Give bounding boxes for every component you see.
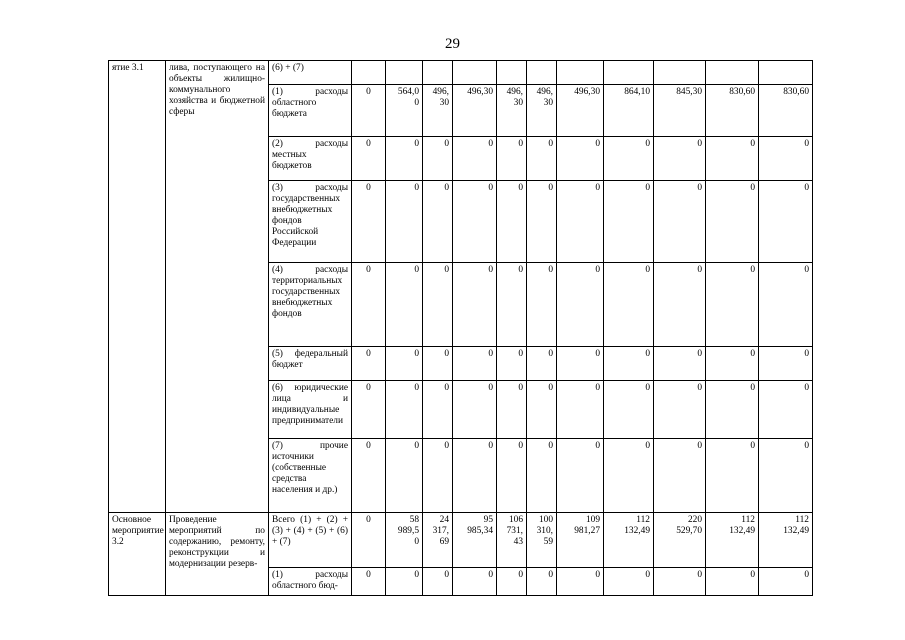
value-cell: 0: [386, 381, 423, 439]
value-cell: 0: [706, 137, 759, 181]
value-cell: 0: [654, 439, 706, 513]
value-cell: 0: [527, 263, 557, 347]
funding-source-cell: Всего (1) + (2) + (3) + (4) + (5) + (6) + (7): [269, 513, 352, 568]
value-cell: 0: [557, 263, 604, 347]
value-cell: 0: [386, 439, 423, 513]
value-cell: 95 985,34: [453, 513, 497, 568]
value-cell: 0: [352, 347, 386, 381]
value-cell: 0: [759, 181, 813, 263]
value-cell: 0: [423, 568, 453, 596]
value-cell: [453, 61, 497, 85]
value-cell: 0: [527, 381, 557, 439]
value-cell: 112 132,49: [759, 513, 813, 568]
value-cell: 0: [423, 381, 453, 439]
value-cell: 109 981,27: [557, 513, 604, 568]
value-cell: 0: [497, 263, 527, 347]
value-cell: 0: [352, 568, 386, 596]
value-cell: 0: [497, 439, 527, 513]
value-cell: 0: [706, 568, 759, 596]
value-cell: 0: [604, 381, 654, 439]
activity-number-cell: ятие 3.1: [109, 61, 166, 513]
value-cell: [352, 61, 386, 85]
value-cell: 0: [453, 181, 497, 263]
activity-number-cell: Основное мероприятие 3.2: [109, 513, 166, 596]
funding-source-cell: (1) расходы областного бюд-: [269, 568, 352, 596]
value-cell: 0: [386, 568, 423, 596]
value-cell: [423, 61, 453, 85]
funding-source-cell: (7) прочие источники (собственные средства населения и др.): [269, 439, 352, 513]
value-cell: 496, 30: [527, 85, 557, 137]
value-cell: 0: [654, 568, 706, 596]
value-cell: 0: [654, 263, 706, 347]
value-cell: 496,30: [453, 85, 497, 137]
value-cell: 0: [604, 137, 654, 181]
funding-source-cell: (6) + (7): [269, 61, 352, 85]
value-cell: 0: [352, 513, 386, 568]
value-cell: [654, 61, 706, 85]
value-cell: [386, 61, 423, 85]
value-cell: 0: [706, 439, 759, 513]
value-cell: 830,60: [759, 85, 813, 137]
value-cell: 0: [527, 568, 557, 596]
value-cell: 100 310, 59: [527, 513, 557, 568]
table-row: [109, 513, 813, 568]
value-cell: 0: [352, 137, 386, 181]
value-cell: 0: [352, 381, 386, 439]
value-cell: 0: [497, 347, 527, 381]
value-cell: 0: [654, 137, 706, 181]
value-cell: 0: [654, 181, 706, 263]
value-cell: 0: [706, 181, 759, 263]
value-cell: 106 731, 43: [497, 513, 527, 568]
value-cell: [497, 61, 527, 85]
value-cell: 0: [604, 568, 654, 596]
value-cell: 112 132,49: [604, 513, 654, 568]
value-cell: 0: [706, 263, 759, 347]
value-cell: 496, 30: [423, 85, 453, 137]
value-cell: 0: [453, 439, 497, 513]
value-cell: 0: [759, 263, 813, 347]
value-cell: 0: [453, 263, 497, 347]
value-cell: 0: [497, 137, 527, 181]
value-cell: 0: [527, 181, 557, 263]
value-cell: 0: [557, 568, 604, 596]
value-cell: 220 529,70: [654, 513, 706, 568]
value-cell: 0: [352, 439, 386, 513]
value-cell: [759, 61, 813, 85]
value-cell: 0: [386, 181, 423, 263]
value-cell: 0: [423, 181, 453, 263]
value-cell: 0: [527, 439, 557, 513]
funding-source-cell: (4) расходы территориальных государственных внебюджетных фондов: [269, 263, 352, 347]
value-cell: 496, 30: [497, 85, 527, 137]
value-cell: 0: [604, 439, 654, 513]
funding-source-cell: (2) расходы местных бюджетов: [269, 137, 352, 181]
value-cell: 0: [706, 347, 759, 381]
value-cell: 0: [759, 568, 813, 596]
value-cell: 496,30: [557, 85, 604, 137]
value-cell: 0: [453, 347, 497, 381]
funding-source-cell: (1) расходы областного бюджета: [269, 85, 352, 137]
value-cell: 0: [352, 263, 386, 347]
value-cell: 0: [654, 347, 706, 381]
funding-source-cell: (5) федеральный бюджет: [269, 347, 352, 381]
value-cell: [706, 61, 759, 85]
value-cell: 864,10: [604, 85, 654, 137]
value-cell: 0: [604, 263, 654, 347]
value-cell: 0: [706, 381, 759, 439]
value-cell: 0: [453, 137, 497, 181]
value-cell: 0: [557, 347, 604, 381]
value-cell: 830,60: [706, 85, 759, 137]
value-cell: 845,30: [654, 85, 706, 137]
value-cell: 0: [759, 381, 813, 439]
value-cell: 0: [423, 263, 453, 347]
value-cell: 0: [759, 137, 813, 181]
value-cell: 24 317, 69: [423, 513, 453, 568]
value-cell: 0: [527, 347, 557, 381]
value-cell: 0: [527, 137, 557, 181]
value-cell: 564,0 0: [386, 85, 423, 137]
value-cell: 0: [759, 347, 813, 381]
value-cell: 0: [453, 381, 497, 439]
value-cell: 0: [352, 181, 386, 263]
value-cell: 0: [497, 381, 527, 439]
value-cell: 0: [497, 181, 527, 263]
value-cell: 0: [386, 347, 423, 381]
value-cell: 0: [557, 381, 604, 439]
value-cell: [557, 61, 604, 85]
activity-name-cell: лива, поступающего на объекты жилищно-коммунального хозяйства и бюджетной сферы: [166, 61, 269, 513]
value-cell: 0: [604, 347, 654, 381]
funding-source-cell: (3) расходы государственных внебюджетных фондов Российской Федерации: [269, 181, 352, 263]
value-cell: 58 989,5 0: [386, 513, 423, 568]
value-cell: 0: [423, 347, 453, 381]
value-cell: 0: [386, 263, 423, 347]
value-cell: 112 132,49: [706, 513, 759, 568]
page-number: 29: [445, 36, 460, 52]
value-cell: 0: [453, 568, 497, 596]
value-cell: 0: [604, 181, 654, 263]
value-cell: 0: [423, 439, 453, 513]
value-cell: 0: [352, 85, 386, 137]
value-cell: 0: [497, 568, 527, 596]
value-cell: 0: [557, 439, 604, 513]
value-cell: 0: [423, 137, 453, 181]
funding-source-cell: (6) юридические лица и индивидуальные предприниматели: [269, 381, 352, 439]
value-cell: 0: [557, 181, 604, 263]
value-cell: [604, 61, 654, 85]
budget-table: [108, 60, 813, 596]
value-cell: 0: [759, 439, 813, 513]
value-cell: 0: [386, 137, 423, 181]
value-cell: [527, 61, 557, 85]
activity-name-cell: Проведение мероприятий по содержанию, ремонту, реконструкции и модернизации резерв-: [166, 513, 269, 596]
value-cell: 0: [654, 381, 706, 439]
value-cell: 0: [557, 137, 604, 181]
table-row: [109, 61, 813, 85]
